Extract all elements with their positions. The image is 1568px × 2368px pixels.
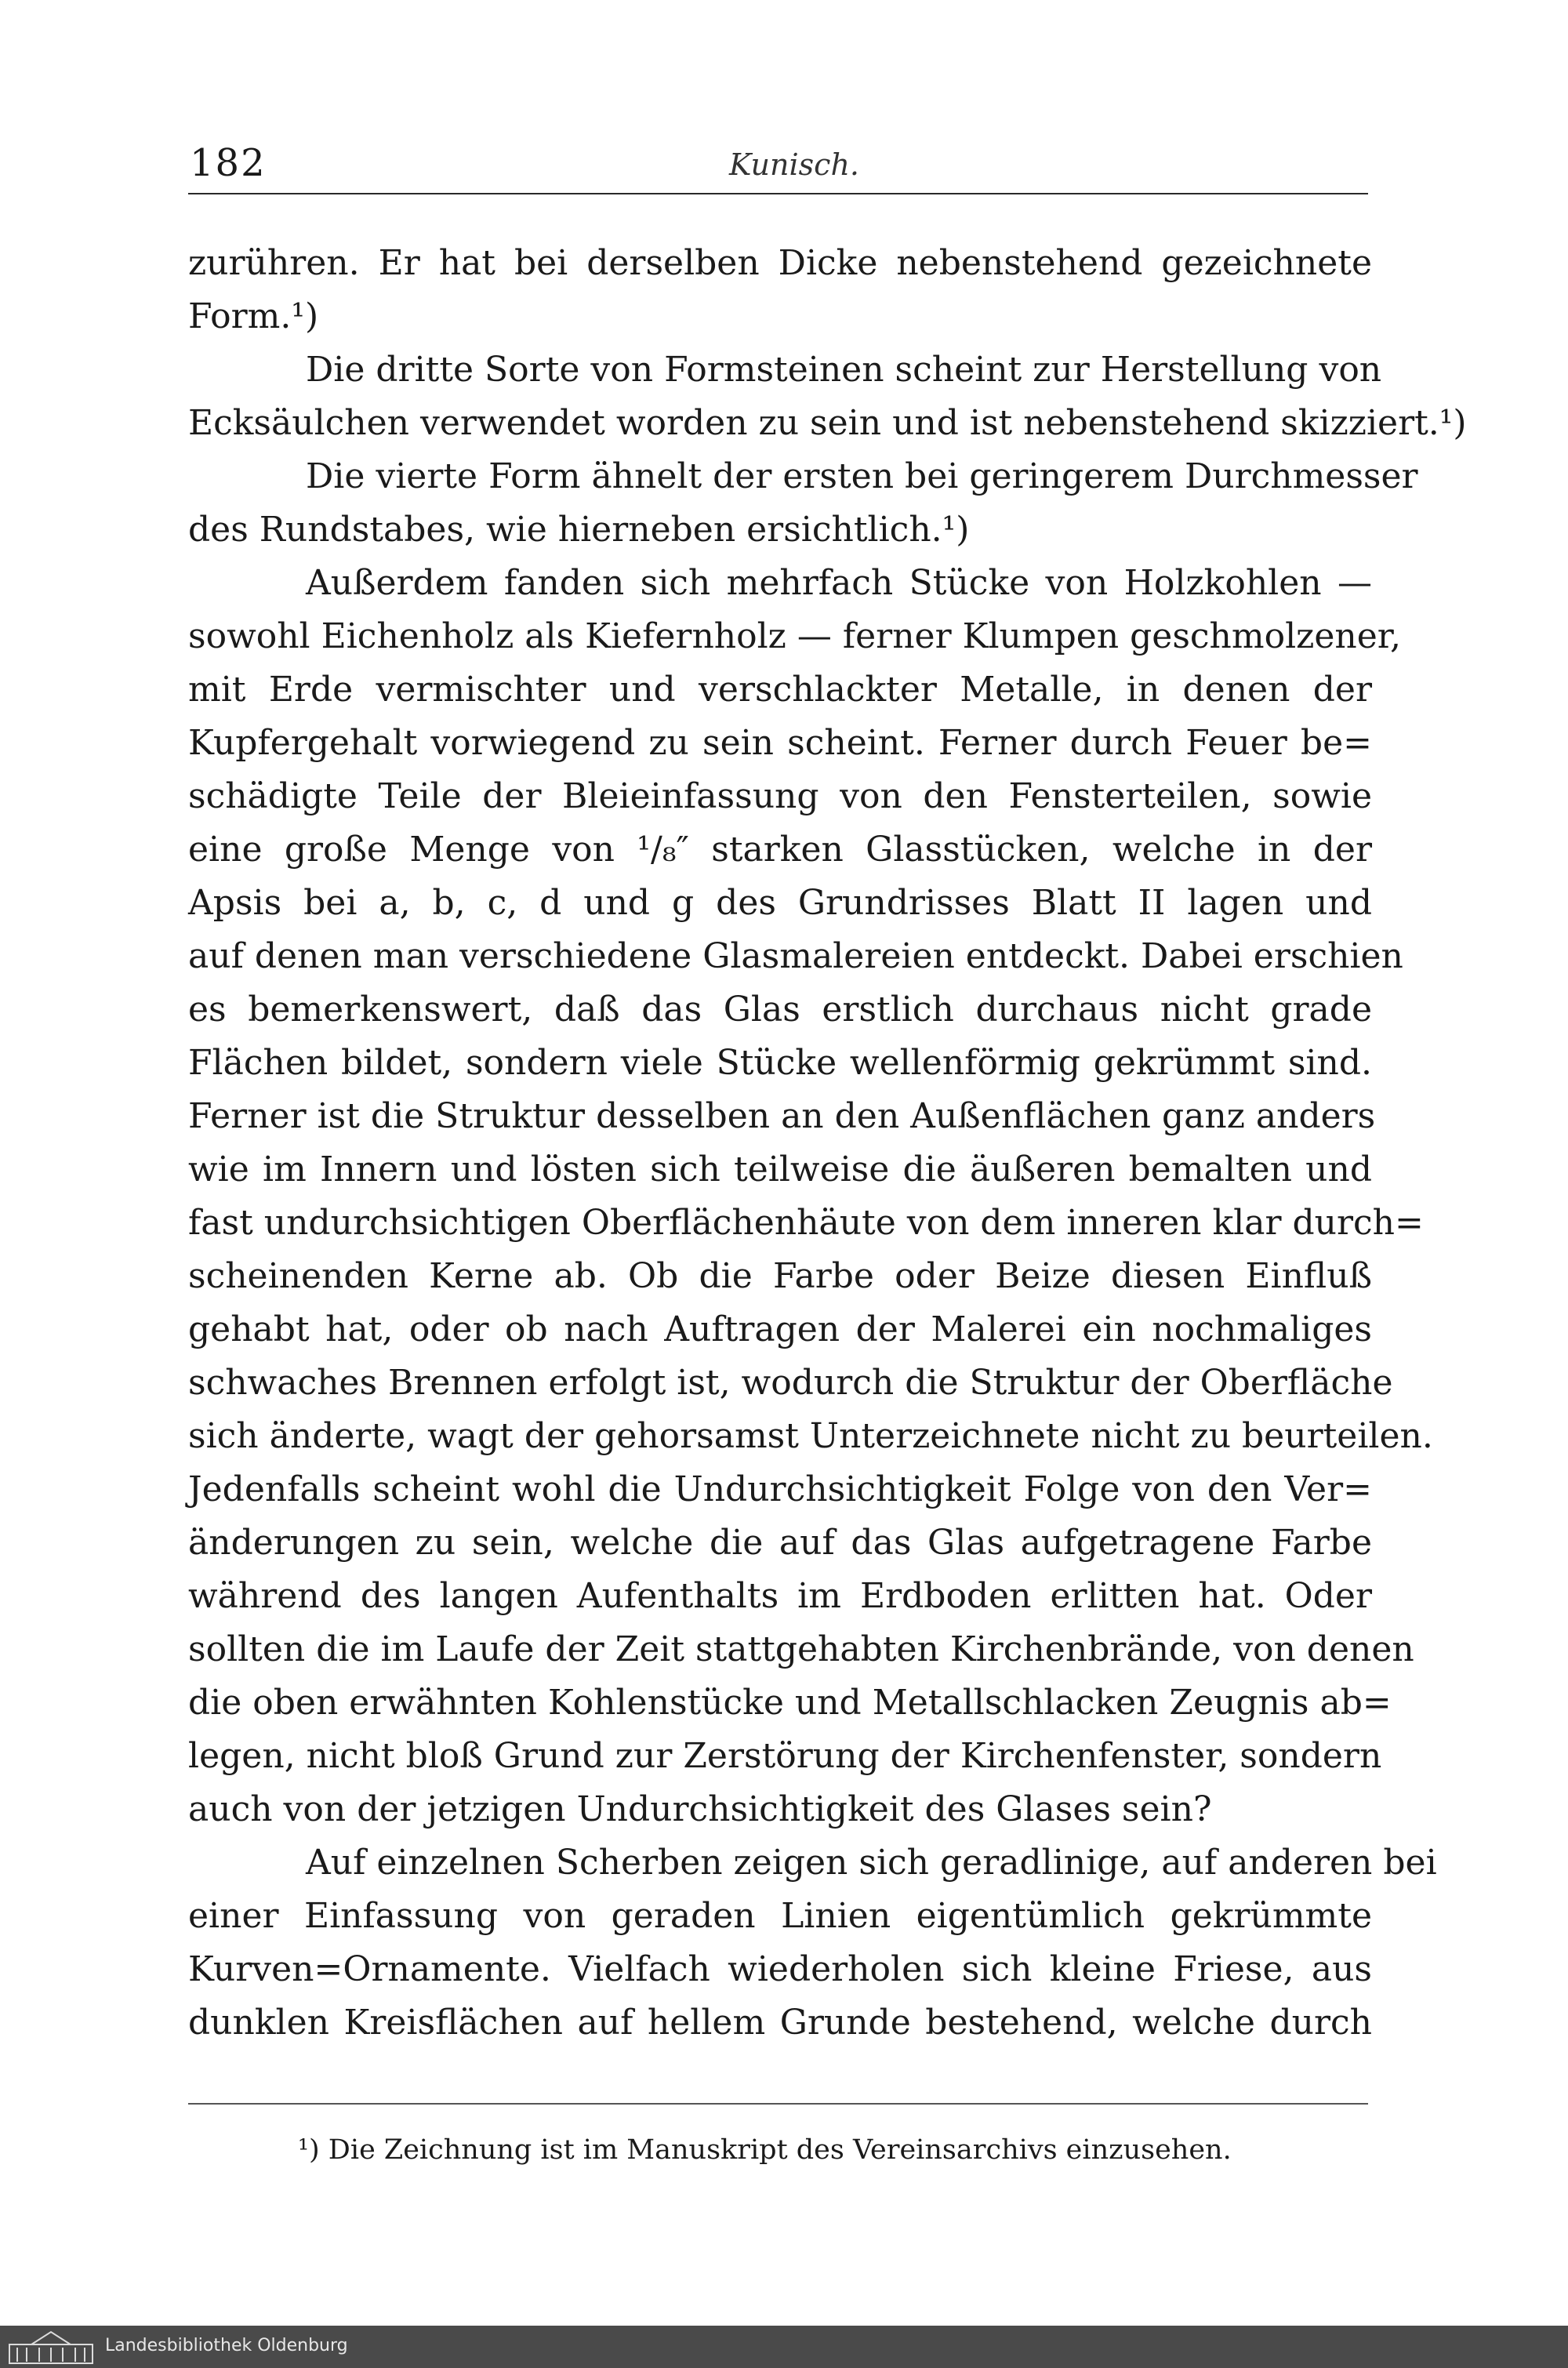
text-line: änderungen zu sein, welche die auf das Glas aufgetragene Farbe xyxy=(188,1523,1372,1563)
text-line: auch von der jetzigen Undurchsichtigkeit des Glases sein? xyxy=(188,1789,1212,1829)
text-line: Auf einzelnen Scherben zeigen sich geradlinige, auf anderen bei xyxy=(306,1843,1437,1883)
text-line: mit Erde vermischter und verschlackter Metalle, in denen der xyxy=(188,670,1372,710)
text-line: die oben erwähnten Kohlenstücke und Metallschlacken Zeugnis ab= xyxy=(188,1683,1392,1723)
text-line: einer Einfassung von geraden Linien eigentümlich gekrümmte xyxy=(188,1896,1372,1936)
text-line: Ecksäulchen verwendet worden zu sein und ist nebenstehend skizziert.¹) xyxy=(188,403,1467,443)
footnote: ¹) Die Zeichnung ist im Manuskript des Vereinsarchivs einzusehen. xyxy=(298,2134,1232,2166)
library-name: Landesbibliothek Oldenburg xyxy=(105,2336,348,2355)
text-line: schwaches Brennen erfolgt ist, wodurch die Struktur der Oberfläche xyxy=(188,1363,1393,1403)
text-line: sollten die im Laufe der Zeit stattgehabten Kirchenbrände, von denen xyxy=(188,1629,1414,1669)
text-line: fast undurchsichtigen Oberflächenhäute von dem inneren klar durch= xyxy=(188,1203,1424,1243)
running-head: Kunisch. xyxy=(729,147,859,182)
text-line: eine große Menge von ¹/₈″ starken Glasstücken, welche in der xyxy=(188,830,1372,870)
text-line: Die vierte Form ähnelt der ersten bei geringerem Durchmesser xyxy=(306,456,1418,496)
header-rule xyxy=(188,193,1368,194)
text-line: dunklen Kreisflächen auf hellem Grunde bestehend, welche durch xyxy=(188,2003,1372,2043)
text-line: wie im Innern und lösten sich teilweise die äußeren bemalten und xyxy=(188,1149,1372,1189)
text-line: es bemerkenswert, daß das Glas erstlich durchaus nicht grade xyxy=(188,990,1372,1030)
text-line: auf denen man verschiedene Glasmalereien entdeckt. Dabei erschien xyxy=(188,936,1403,976)
text-line: Kurven=Ornamente. Vielfach wiederholen sich kleine Friese, aus xyxy=(188,1949,1372,1989)
text-line: zurühren. Er hat bei derselben Dicke nebenstehend gezeichnete xyxy=(188,243,1372,283)
text-line: während des langen Aufenthalts im Erdboden erlitten hat. Oder xyxy=(188,1576,1372,1616)
page-number: 182 xyxy=(190,141,267,185)
text-line: Form.¹) xyxy=(188,296,319,336)
text-line: sich änderte, wagt der gehorsamst Unterzeichnete nicht zu beurteilen. xyxy=(188,1416,1433,1456)
text-line: sowohl Eichenholz als Kiefernholz — ferner Klumpen geschmolzener, xyxy=(188,616,1401,656)
text-line: Apsis bei a, b, c, d und g des Grundrisses Blatt II lagen und xyxy=(188,883,1372,923)
text-line: Jedenfalls scheint wohl die Undurchsichtigkeit Folge von den Ver= xyxy=(188,1469,1372,1509)
library-watermark-bar xyxy=(0,2326,1568,2368)
text-line: gehabt hat, oder ob nach Auftragen der Malerei ein nochmaliges xyxy=(188,1309,1372,1349)
text-line: scheinenden Kerne ab. Ob die Farbe oder Beize diesen Einfluß xyxy=(188,1256,1372,1296)
footnote-rule xyxy=(188,2103,1368,2105)
text-line: Die dritte Sorte von Formsteinen scheint zur Herstellung von xyxy=(306,350,1382,390)
text-line: schädigte Teile der Bleieinfassung von den Fensterteilen, sowie xyxy=(188,776,1372,816)
text-line: Kupfergehalt vorwiegend zu sein scheint. Ferner durch Feuer be= xyxy=(188,723,1372,763)
text-line: des Rundstabes, wie hierneben ersichtlich.¹) xyxy=(188,510,970,550)
library-building-icon xyxy=(8,2329,94,2365)
text-line: Ferner ist die Struktur desselben an den Außenflächen ganz anders xyxy=(188,1096,1376,1136)
text-line: legen, nicht bloß Grund zur Zerstörung der Kirchenfenster, sondern xyxy=(188,1736,1382,1776)
text-line: Außerdem fanden sich mehrfach Stücke von Holzkohlen — xyxy=(306,563,1372,603)
text-line: Flächen bildet, sondern viele Stücke wellenförmig gekrümmt sind. xyxy=(188,1043,1372,1083)
